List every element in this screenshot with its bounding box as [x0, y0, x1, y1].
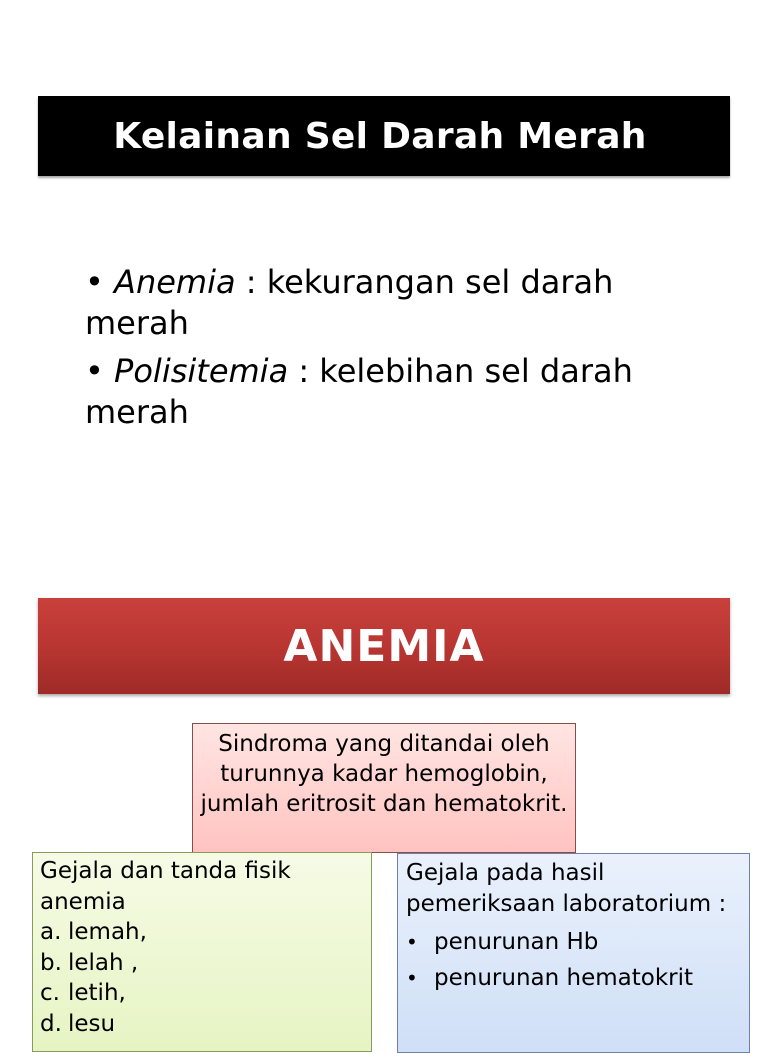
- lab-signs-heading: Gejala pada hasil pemeriksaan laboratorium :: [406, 860, 727, 917]
- list-marker: b.: [40, 949, 62, 976]
- bullet-anemia: [85, 262, 705, 344]
- physical-signs-box: [32, 852, 372, 1052]
- bullet-marker: •: [85, 263, 104, 301]
- definition-text: Sindroma yang ditandai oleh turunnya kadar hemoglobin, jumlah eritrosit dan hematokrit.: [200, 731, 568, 817]
- description-anemia: : kekurangan sel darah merah: [85, 263, 614, 342]
- list-item-text: penurunan hematokrit: [434, 965, 693, 991]
- list-item: [40, 917, 363, 948]
- slide-title-banner: [38, 96, 730, 176]
- bullet-dot: •: [406, 966, 418, 990]
- list-item-text: letih,: [68, 980, 126, 1006]
- list-item-text: lemah,: [68, 919, 147, 945]
- list-item: [406, 960, 741, 996]
- bullet-marker: •: [85, 352, 104, 390]
- list-item: [406, 924, 741, 960]
- physical-signs-list: [40, 917, 363, 1039]
- lab-signs-list: [406, 924, 741, 996]
- bullet-dot: •: [406, 930, 418, 954]
- slide-title: Kelainan Sel Darah Merah: [113, 115, 647, 157]
- list-item-text: penurunan Hb: [434, 929, 599, 955]
- physical-signs-heading: Gejala dan tanda fisik anemia: [40, 858, 291, 915]
- anemia-title: ANEMIA: [283, 620, 485, 672]
- list-item-text: lesu: [68, 1010, 116, 1037]
- list-marker: d.: [40, 1010, 62, 1037]
- anemia-title-banner: [38, 598, 730, 694]
- list-marker: a.: [40, 919, 62, 945]
- list-marker: c.: [40, 980, 60, 1006]
- definition-bullet-list: [85, 262, 705, 440]
- bullet-polisitemia: [85, 351, 705, 433]
- list-item-text: lelah ,: [68, 949, 139, 976]
- description-polisitemia: : kelebihan sel darah merah: [85, 352, 633, 431]
- definition-box: [192, 723, 576, 853]
- lab-signs-box: [397, 853, 750, 1053]
- list-item: [40, 948, 363, 979]
- list-item: [40, 978, 363, 1009]
- term-polisitemia: Polisitemia: [114, 352, 289, 390]
- term-anemia: Anemia: [114, 263, 236, 301]
